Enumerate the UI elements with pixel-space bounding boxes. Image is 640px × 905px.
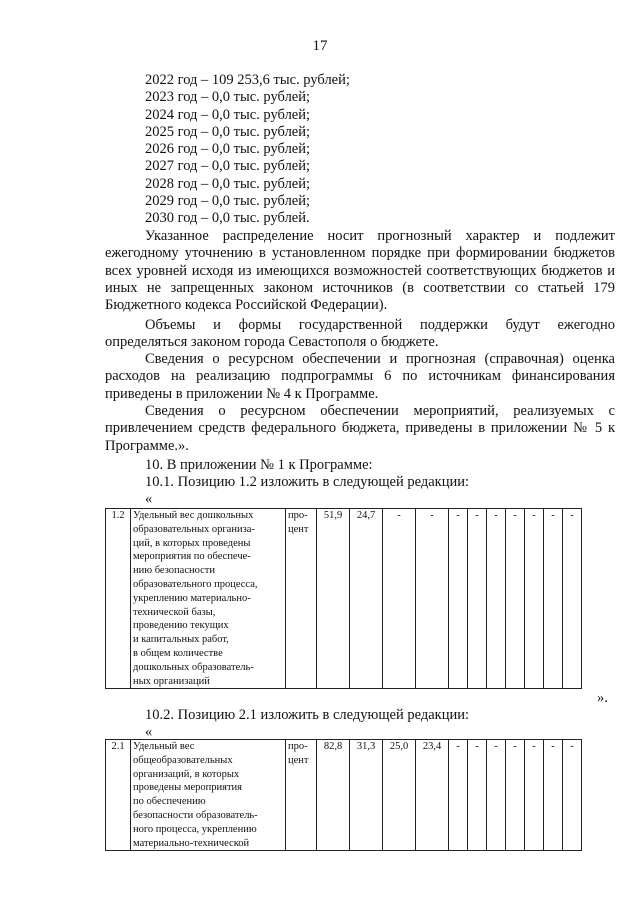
value-cell: - [506,509,525,689]
value-cell: 82,8 [317,740,350,851]
year-line: 2029 год – 0,0 тыс. рублей; [145,193,311,210]
year-line: 2024 год – 0,0 тыс. рублей; [145,106,311,123]
value-cell: - [563,740,582,851]
paragraph-support: Объемы и формы государственной поддержки будут ежегодно определяться законом города Севастополя о бюджете. [105,317,615,351]
value-cell: 31,3 [350,740,383,851]
open-quote: « [145,491,153,507]
value-cell: 51,9 [317,509,350,689]
value-cell: - [544,740,563,851]
item-10: 10. В приложении № 1 к Программе: [145,457,373,473]
paragraph-distribution: Указанное распределение носит прогнозный характер и подлежит ежегодному уточнению в установленном порядке при формировании бюджетов всех уровней исходя из имеющихся возможностей соответствующих бюджетов и иных не запрещенных законом источников (в соответствии со статьей 179 Бюджетного кодекса Российской Федерации). [105,228,615,314]
value-cell: 23,4 [416,740,449,851]
value-cell: - [506,740,525,851]
year-line: 2026 год – 0,0 тыс. рублей; [145,141,311,158]
value-cell: - [487,740,506,851]
value-cell: - [525,740,544,851]
year-line: 2030 год – 0,0 тыс. рублей. [145,210,310,227]
value-cell: - [525,509,544,689]
value-cell: 25,0 [383,740,416,851]
value-cell: 24,7 [350,509,383,689]
value-cell: - [487,509,506,689]
table-position-2-1 [105,739,582,851]
value-cell: - [449,740,468,851]
row-number: 2.1 [106,740,131,851]
value-cell: - [468,509,487,689]
unit-cell: про- цент [286,509,317,689]
value-cell: - [544,509,563,689]
value-cell: - [449,509,468,689]
value-cell: - [416,509,449,689]
table-row [106,509,582,689]
indicator-name: Удельный вес общеобразовательных организаций, в которых проведены мероприятия по обеспечению безопасности образователь- ного процесса, укреплению материально-технической [131,740,286,851]
unit-cell: про- цент [286,740,317,851]
year-line: 2023 год – 0,0 тыс. рублей; [145,89,311,106]
year-line: 2022 год – 109 253,6 тыс. рублей; [145,72,350,88]
value-cell: - [468,740,487,851]
year-line: 2025 год – 0,0 тыс. рублей; [145,123,311,140]
year-line: 2027 год – 0,0 тыс. рублей; [145,158,311,175]
value-cell: - [383,509,416,689]
item-10-1: 10.1. Позицию 1.2 изложить в следующей редакции: [145,474,470,490]
table-row [106,740,582,851]
paragraph-federal: Сведения о ресурсном обеспечении мероприятий, реализуемых с привлечением средств федерального бюджета, приведены в приложении № 5 к Программе.». [105,403,615,454]
item-10-2: 10.2. Позицию 2.1 изложить в следующей редакции: [145,707,470,723]
close-quote: ». [597,690,608,706]
indicator-name: Удельный вес дошкольных образовательных организа- ций, в которых проведены мероприятия по обеспече- нию безопасности образовательного процесса, укреплению материально- технической базы, проведению текущих и капитальных работ, в общем количестве дошкольных образователь- ных организаций [131,509,286,689]
row-number: 1.2 [106,509,131,689]
table-position-1-2 [105,508,582,689]
value-cell: - [563,509,582,689]
open-quote-2: « [145,724,153,740]
page-number: 17 [312,38,328,54]
year-line: 2028 год – 0,0 тыс. рублей; [145,175,311,192]
funding-by-year-list [145,72,350,228]
paragraph-resources: Сведения о ресурсном обеспечении и прогнозная (справочная) оценка расходов на реализацию подпрограммы 6 по источникам финансирования приведены в приложении № 4 к Программе. [105,351,615,402]
